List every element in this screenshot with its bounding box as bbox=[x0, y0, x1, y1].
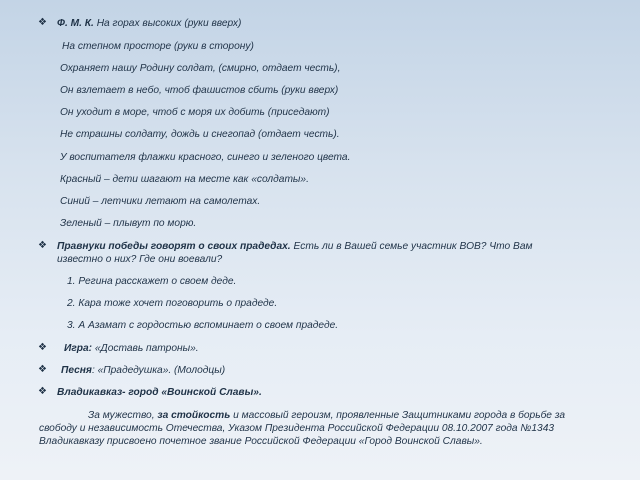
para-line-1 bbox=[88, 409, 565, 422]
song-head: Песня bbox=[61, 365, 92, 376]
item-game bbox=[64, 342, 199, 355]
fmk-text: На горах высоких (руки вверх) bbox=[93, 18, 242, 29]
fmk-head: Ф. М. К. bbox=[57, 18, 94, 29]
bullet-icon: ❖ bbox=[38, 364, 47, 375]
verse-line: На степном просторе (руки в сторону) bbox=[62, 41, 254, 52]
list-item: 2. Карa тоже хочет поговорить о прадеде. bbox=[67, 298, 278, 309]
para-t3: и массовый героизм, проявленные Защитниками города в борьбе за bbox=[230, 410, 566, 421]
pravnuki-text-cont: известно о них? Где они воевали? bbox=[57, 254, 223, 265]
game-head: Игра: bbox=[64, 343, 93, 354]
verse-line: Синий – летчики летают на самолетах. bbox=[60, 196, 261, 207]
item-fmk bbox=[57, 17, 241, 30]
para-line-2: свободу и независимость Отечества, Указом Президента Российской Федерации 08.10.2007 года №1343 bbox=[39, 423, 555, 434]
pravnuki-text: Есть ли в Вашей семье участник ВОВ? Что Вам bbox=[290, 241, 533, 252]
bullet-icon: ❖ bbox=[38, 240, 47, 251]
verse-line: У воспитателя флажки красного, синего и зеленого цвета. bbox=[60, 152, 351, 163]
vladikavkaz-head: Владикавказ- город «Воинской Славы». bbox=[57, 387, 262, 398]
bullet-icon: ❖ bbox=[38, 342, 47, 353]
para-t2: за стойкость bbox=[157, 410, 231, 421]
bullet-icon: ❖ bbox=[38, 386, 47, 397]
para-t1: За мужество, bbox=[88, 410, 158, 421]
verse-line: Не страшны солдату, дождь и снегопад (отдает честь). bbox=[60, 129, 340, 140]
game-text: «Доставь патроны». bbox=[92, 343, 199, 354]
verse-line: Охраняет нашу Родину солдат, (смирно, отдает честь), bbox=[60, 63, 341, 74]
item-song bbox=[61, 364, 225, 377]
bullet-icon: ❖ bbox=[38, 17, 47, 28]
para-line-3: Владикавказу присвоено почетное звание Российской Федерации «Город Воинской Славы». bbox=[39, 436, 483, 447]
verse-line: Он уходит в море, чтоб с моря их добить (приседают) bbox=[60, 107, 330, 118]
list-item: 3. А Азамат с гордостью вспоминает о своем прадеде. bbox=[67, 320, 339, 331]
item-pravnuki bbox=[57, 240, 532, 253]
pravnuki-head: Правнуки победы говорят о своих прадедах. bbox=[57, 241, 291, 252]
song-text: : «Прадедушка». (Молодцы) bbox=[91, 365, 226, 376]
verse-line: Он взлетает в небо, чтоб фашистов сбить (руки вверх) bbox=[60, 85, 339, 96]
list-item: 1. Регина расскажет о своем деде. bbox=[67, 276, 237, 287]
verse-line: Красный – дети шагают на месте как «солдаты». bbox=[60, 174, 309, 185]
verse-line: Зеленый – плывут по морю. bbox=[60, 218, 197, 229]
item-vladikavkaz bbox=[57, 386, 262, 399]
